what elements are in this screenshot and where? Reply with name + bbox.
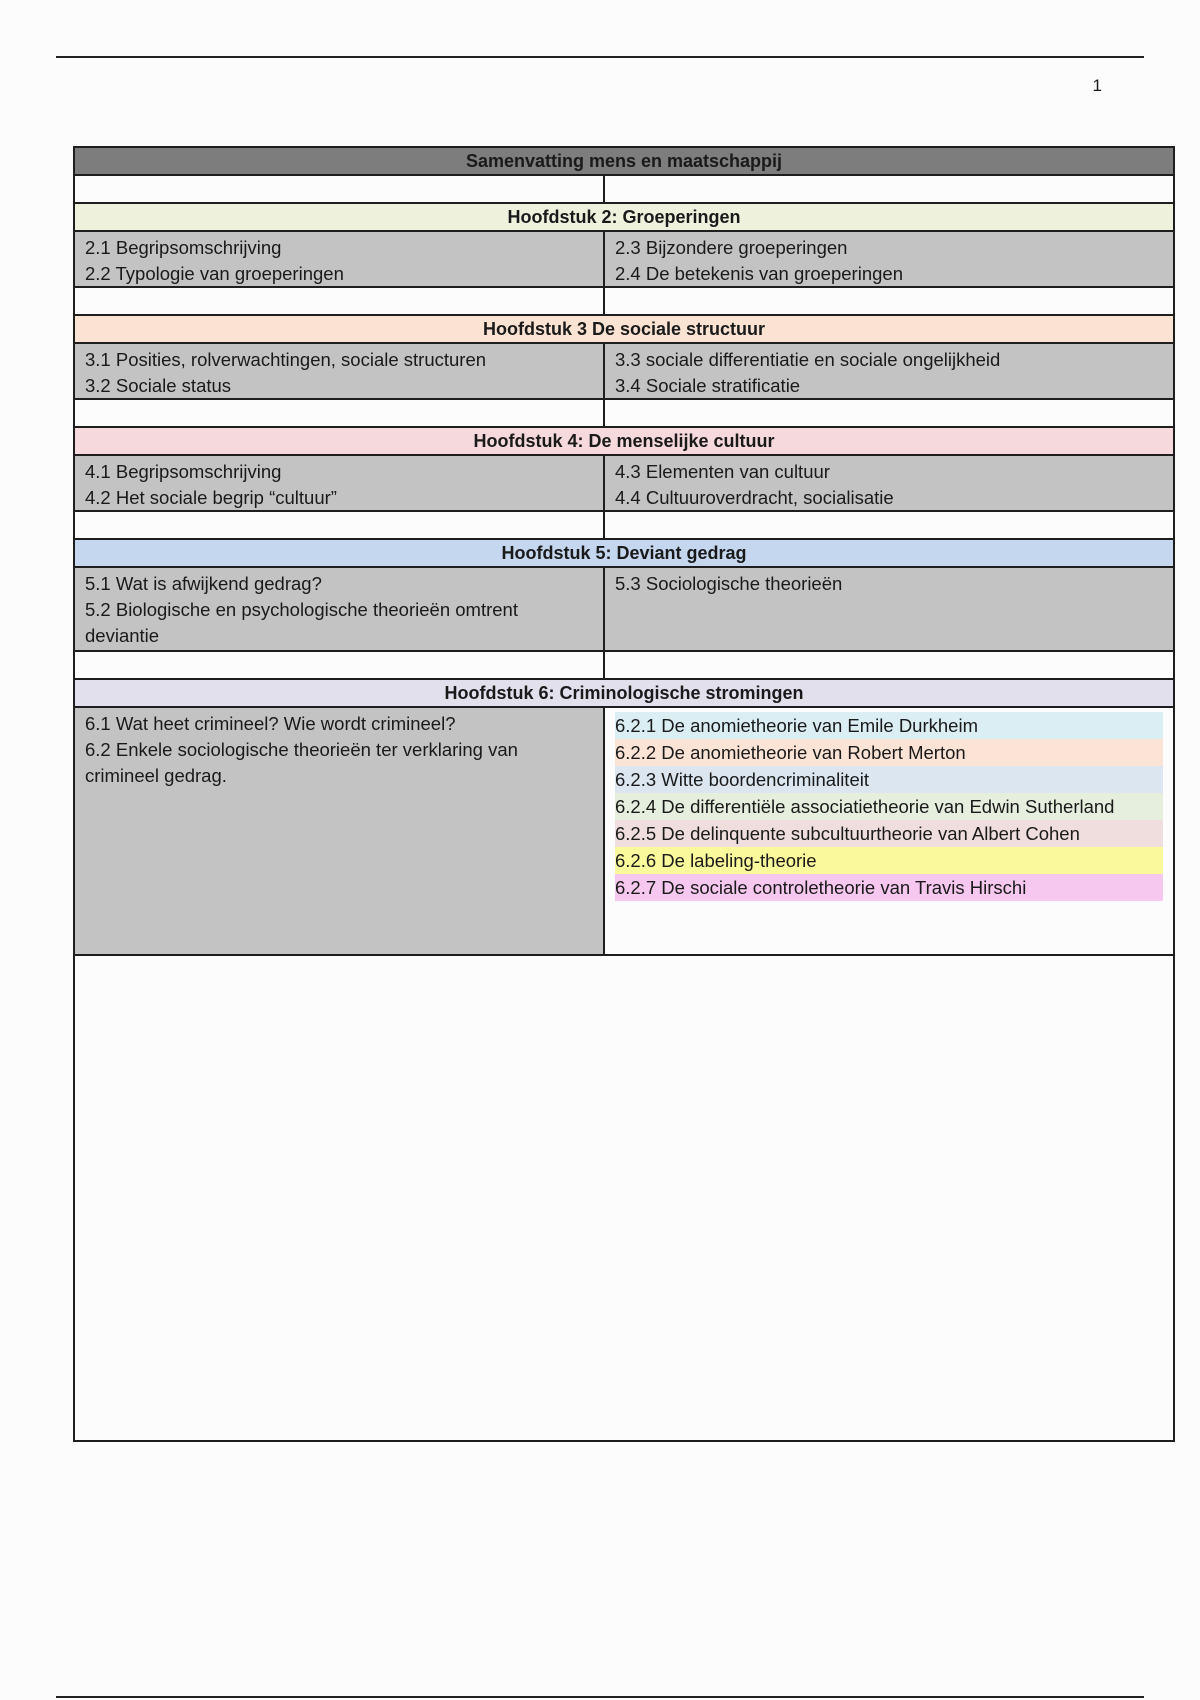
subsection-item: 6.2.4 De differentiële associatietheorie van Edwin Sutherland <box>615 793 1163 820</box>
chapter-heading: Hoofdstuk 6: Criminologische stromingen <box>444 682 804 703</box>
subsection-list <box>615 708 1173 901</box>
chapter-heading: Hoofdstuk 2: Groeperingen <box>507 206 741 227</box>
empty-cell <box>75 652 605 678</box>
section-item: 4.4 Cultuuroverdracht, socialisatie <box>615 487 894 508</box>
empty-cell <box>75 176 605 202</box>
empty-cell <box>605 512 1173 538</box>
section-item: 5.2 Biologische en psychologische theorieën omtrent deviantie <box>85 599 518 646</box>
section-item: 3.2 Sociale status <box>85 375 232 396</box>
table-title-row <box>75 148 1173 176</box>
chapter-heading-row <box>75 204 1173 232</box>
empty-cell <box>605 176 1173 202</box>
chapter-right-cell <box>605 344 1173 398</box>
chapter-heading-row <box>75 428 1173 456</box>
summary-table <box>73 146 1175 1442</box>
chapter-content-row <box>75 568 1173 652</box>
section-item: 2.3 Bijzondere groeperingen <box>615 237 848 258</box>
chapter-right-cell <box>605 568 1173 650</box>
spacer-row <box>75 652 1173 680</box>
empty-cell <box>605 652 1173 678</box>
subsection-item: 6.2.3 Witte boordencriminaliteit <box>615 766 1163 793</box>
section-item: 4.2 Het sociale begrip “cultuur” <box>85 487 337 508</box>
subsection-item: 6.2.7 De sociale controletheorie van Travis Hirschi <box>615 874 1163 901</box>
chapter-heading: Hoofdstuk 3 De sociale structuur <box>482 318 766 339</box>
chapter-right-cell <box>605 456 1173 510</box>
empty-cell <box>75 400 605 426</box>
chapter-right-cell <box>605 708 1173 954</box>
section-item: 6.2 Enkele sociologische theorieën ter verklaring van crimineel gedrag. <box>85 739 518 786</box>
chapter-content-row <box>75 344 1173 400</box>
section-item: 6.1 Wat heet crimineel? Wie wordt crimineel? <box>85 713 456 734</box>
page-number: 1 <box>1092 76 1102 95</box>
table-title: Samenvatting mens en maatschappij <box>465 150 783 171</box>
header-rule <box>56 56 1144 58</box>
subsection-item: 6.2.2 De anomietheorie van Robert Merton <box>615 739 1163 766</box>
chapter-content-row <box>75 708 1173 956</box>
section-item: 3.3 sociale differentiatie en sociale ongelijkheid <box>615 349 1001 370</box>
chapter-left-cell <box>75 344 605 398</box>
chapter-left-cell <box>75 456 605 510</box>
chapter-left-cell <box>75 568 605 650</box>
chapter-content-row <box>75 456 1173 512</box>
spacer-row <box>75 288 1173 316</box>
spacer-row <box>75 512 1173 540</box>
section-item: 3.1 Posities, rolverwachtingen, sociale structuren <box>85 349 487 370</box>
spacer-row <box>75 176 1173 204</box>
chapter-left-cell <box>75 232 605 286</box>
section-item: 4.1 Begripsomschrijving <box>85 461 282 482</box>
section-item: 4.3 Elementen van cultuur <box>615 461 830 482</box>
chapter-heading-row <box>75 680 1173 708</box>
empty-cell <box>75 288 605 314</box>
section-item: 3.4 Sociale stratificatie <box>615 375 801 396</box>
empty-cell <box>605 400 1173 426</box>
chapter-content-row <box>75 232 1173 288</box>
section-item: 2.1 Begripsomschrijving <box>85 237 282 258</box>
section-item: 2.2 Typologie van groeperingen <box>85 263 344 284</box>
subsection-item: 6.2.5 De delinquente subcultuurtheorie van Albert Cohen <box>615 820 1163 847</box>
chapter-heading-row <box>75 540 1173 568</box>
empty-cell <box>605 288 1173 314</box>
section-item: 2.4 De betekenis van groeperingen <box>615 263 903 284</box>
footer-rule <box>56 1696 1144 1698</box>
chapter-right-cell <box>605 232 1173 286</box>
section-item: 5.1 Wat is afwijkend gedrag? <box>85 573 322 594</box>
spacer-row <box>75 400 1173 428</box>
chapter-heading: Hoofdstuk 5: Deviant gedrag <box>501 542 747 563</box>
empty-cell <box>75 512 605 538</box>
subsection-item: 6.2.6 De labeling-theorie <box>615 847 1163 874</box>
chapter-heading: Hoofdstuk 4: De menselijke cultuur <box>473 430 775 451</box>
empty-area <box>75 956 1173 1440</box>
subsection-item: 6.2.1 De anomietheorie van Emile Durkheim <box>615 712 1163 739</box>
chapter-left-cell <box>75 708 605 954</box>
section-item: 5.3 Sociologische theorieën <box>615 573 843 594</box>
chapter-heading-row <box>75 316 1173 344</box>
